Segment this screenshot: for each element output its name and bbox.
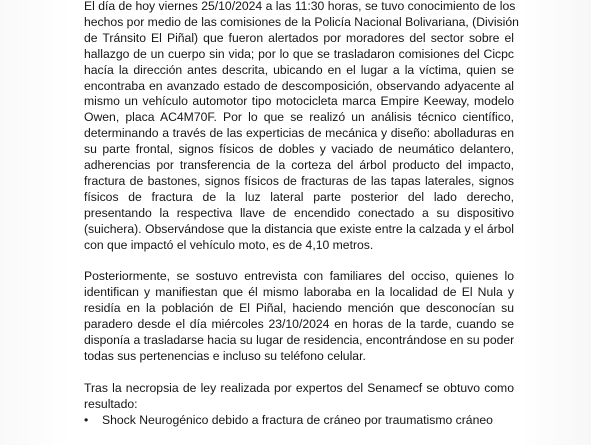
- text-line: con que impactó el vehículo moto, es de 4,10 metros.: [84, 237, 374, 252]
- document-body: [84, 0, 519, 428]
- paragraph-spacer: [84, 254, 514, 270]
- text-line: físicos de fractura de la luz lateral parte posterior del lado derecho,: [84, 189, 514, 204]
- text-line: El día de hoy viernes 25/10/2024 a las 11:30 horas, se tuvo conocimiento de los: [84, 0, 516, 13]
- paragraph-spacer: [84, 365, 514, 381]
- paragraph-necropsy-result: [84, 381, 514, 413]
- text-line: fractura de bastones, signos físicos de fracturas de las tapas laterales, signos: [84, 173, 514, 188]
- text-line: adherencias por transferencia de la corteza del árbol producto del impacto,: [84, 158, 514, 173]
- bullet-item-cause-of-death: [84, 413, 514, 429]
- paragraph-family-interview: [84, 269, 514, 364]
- text-line: todas sus pertenencias e incluso su teléfono celular.: [84, 348, 366, 363]
- text-line: disponía a trasladarse hacia su lugar de residencia, encontrándose en su poder: [84, 333, 515, 348]
- text-line: de Tránsito El Piñal) que fueron alertados por moradores del sector sobre el: [84, 30, 514, 45]
- text-line: resultado:: [84, 396, 138, 411]
- text-line: hallazgo de un cuerpo sin vida; por lo que se trasladaron comisiones del Cicpc: [84, 46, 514, 61]
- text-line: paradero desde el día miércoles 23/10/2024 en horas de la tarde, cuando se: [84, 317, 514, 332]
- text-line: Posteriormente, se sostuvo entrevista con familiares del occiso, quienes lo: [84, 269, 514, 284]
- text-line: determinando a través de las experticias de mecánica y diseño: abolladuras en: [84, 126, 514, 141]
- text-line: hechos por medio de las comisiones de la Policía Nacional Bolivariana, (División: [84, 14, 519, 29]
- text-line: su parte frontal, signos físicos de dobles y vaciado de neumático delantero,: [84, 142, 514, 157]
- text-line: Owen, placa AC4M70F. Por lo que se realizó un análisis técnico científico,: [84, 110, 514, 125]
- text-line: (suichera). Observándose que la distancia que existe entre la calzada y el árbol: [84, 221, 514, 236]
- text-line: Tras la necropsia de ley realizada por expertos del Senamecf se obtuvo como: [84, 380, 514, 395]
- text-line: residía en la población de El Piñal, haciendo mención que desconocían su: [84, 301, 514, 316]
- paragraph-incident-report: [84, 0, 519, 254]
- text-line: presentando la respectiva llave de encendido conectado a su dispositivo: [84, 205, 514, 220]
- text-line: encontraba en avanzado estado de descomposición, observando adyacente al: [84, 78, 514, 93]
- text-line: mismo un vehículo automotor tipo motocicleta marca Empire Keeway, modelo: [84, 94, 514, 109]
- bullet-icon: •: [84, 412, 89, 427]
- bullet-text: Shock Neurogénico debido a fractura de cráneo por traumatismo cráneo: [102, 412, 493, 427]
- text-line: identifican y manifiestan que él mismo laboraba en la localidad de El Nula y: [84, 285, 514, 300]
- text-line: hacía la dirección antes descrita, ubicando en el lugar a la víctima, quien se: [84, 62, 514, 77]
